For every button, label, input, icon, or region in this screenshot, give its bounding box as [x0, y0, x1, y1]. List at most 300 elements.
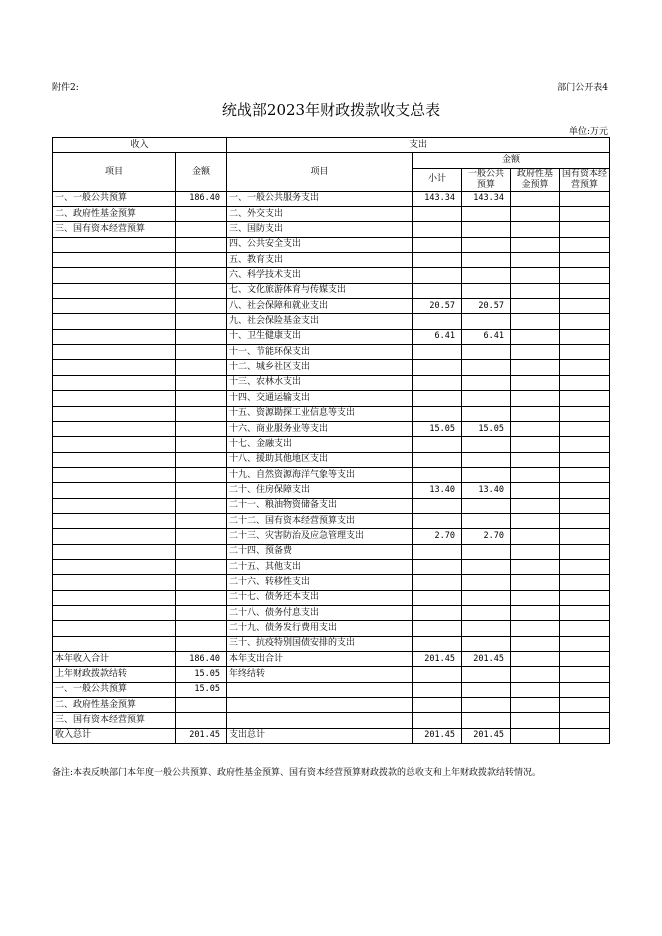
income-amount-cell — [176, 713, 227, 728]
table-row — [53, 406, 610, 421]
gov-fund-cell — [511, 513, 560, 528]
table-row — [53, 621, 610, 636]
state-capital-cell — [560, 299, 610, 314]
income-amount-cell: 186.40 — [176, 191, 227, 206]
gov-fund-header: 政府性基金预算 — [511, 168, 560, 191]
expense-item-cell: 二十一、粮油物资储备支出 — [227, 498, 413, 513]
general-budget-cell: 15.05 — [462, 421, 511, 436]
table-row — [53, 498, 610, 513]
unit-label: 单位:万元 — [568, 127, 608, 137]
income-item-cell — [53, 360, 176, 375]
income-item-cell — [53, 452, 176, 467]
gov-fund-cell — [511, 590, 560, 605]
income-amount-cell — [176, 636, 227, 651]
gov-fund-cell — [511, 682, 560, 697]
gov-fund-cell — [511, 605, 560, 620]
subtotal-cell — [413, 698, 462, 713]
subtotal-cell — [413, 575, 462, 590]
general-budget-cell — [462, 237, 511, 252]
gov-fund-cell — [511, 283, 560, 298]
subtotal-cell — [413, 375, 462, 390]
table-row — [53, 483, 610, 498]
income-item-cell — [53, 375, 176, 390]
gov-fund-cell — [511, 498, 560, 513]
subtotal-cell — [413, 268, 462, 283]
budget-table — [52, 137, 610, 744]
general-budget-cell — [462, 360, 511, 375]
income-amount-cell — [176, 360, 227, 375]
table-row — [53, 253, 610, 268]
table-row — [53, 698, 610, 713]
general-budget-cell — [462, 682, 511, 697]
income-amount-cell — [176, 498, 227, 513]
income-item-cell: 三、国有资本经营预算 — [53, 713, 176, 728]
income-item-cell — [53, 253, 176, 268]
subtotal-cell: 6.41 — [413, 329, 462, 344]
subtotal-cell: 143.34 — [413, 191, 462, 206]
income-item-cell — [53, 406, 176, 421]
income-amount-cell: 201.45 — [176, 728, 227, 743]
state-capital-cell — [560, 237, 610, 252]
income-amount-cell — [176, 345, 227, 360]
subtotal-cell — [413, 559, 462, 574]
state-capital-cell — [560, 360, 610, 375]
general-budget-header: 一般公共预算 — [462, 168, 511, 191]
expense-item-cell: 十一、节能环保支出 — [227, 345, 413, 360]
table-row — [53, 345, 610, 360]
state-capital-cell — [560, 467, 610, 482]
table-row — [53, 590, 610, 605]
income-item-cell — [53, 605, 176, 620]
income-amount-cell — [176, 253, 227, 268]
expense-item-cell: 二、外交支出 — [227, 207, 413, 222]
table-row — [53, 575, 610, 590]
gov-fund-cell — [511, 207, 560, 222]
expense-item-cell: 二十二、国有资本经营预算支出 — [227, 513, 413, 528]
state-capital-cell — [560, 682, 610, 697]
income-amount-cell — [176, 483, 227, 498]
state-capital-cell — [560, 391, 610, 406]
income-amount-cell — [176, 452, 227, 467]
expense-item-cell: 二十四、预备费 — [227, 544, 413, 559]
state-capital-cell — [560, 452, 610, 467]
table-row — [53, 207, 610, 222]
income-amount-cell — [176, 299, 227, 314]
expense-item-cell: 本年支出合计 — [227, 652, 413, 667]
income-amount-cell: 186.40 — [176, 652, 227, 667]
general-budget-cell: 20.57 — [462, 299, 511, 314]
gov-fund-cell — [511, 406, 560, 421]
gov-fund-cell — [511, 345, 560, 360]
gov-fund-cell — [511, 575, 560, 590]
gov-fund-cell — [511, 222, 560, 237]
general-budget-cell — [462, 391, 511, 406]
income-item-cell: 一、一般公共预算 — [53, 682, 176, 697]
income-amount-cell — [176, 559, 227, 574]
table-row — [53, 222, 610, 237]
general-budget-cell — [462, 283, 511, 298]
general-budget-cell — [462, 467, 511, 482]
form-number: 部门公开表4 — [557, 83, 608, 93]
income-amount-cell: 15.05 — [176, 682, 227, 697]
gov-fund-cell — [511, 559, 560, 574]
general-budget-cell — [462, 268, 511, 283]
expense-item-cell: 九、社会保险基金支出 — [227, 314, 413, 329]
income-amount-cell — [176, 437, 227, 452]
subtotal-cell — [413, 391, 462, 406]
general-budget-cell — [462, 544, 511, 559]
table-row — [53, 667, 610, 682]
subtotal-cell: 15.05 — [413, 421, 462, 436]
income-amount-cell: 15.05 — [176, 667, 227, 682]
gov-fund-cell — [511, 713, 560, 728]
subtotal-cell — [413, 283, 462, 298]
income-amount-cell — [176, 283, 227, 298]
income-item-cell: 本年收入合计 — [53, 652, 176, 667]
state-capital-cell — [560, 329, 610, 344]
state-capital-cell — [560, 283, 610, 298]
income-item-cell — [53, 437, 176, 452]
state-capital-cell — [560, 575, 610, 590]
income-item-cell: 上年财政拨款结转 — [53, 667, 176, 682]
subtotal-cell — [413, 498, 462, 513]
state-capital-header: 国有资本经营预算 — [560, 168, 610, 191]
subtotal-cell — [413, 544, 462, 559]
gov-fund-cell — [511, 329, 560, 344]
income-amount-cell — [176, 375, 227, 390]
state-capital-cell — [560, 207, 610, 222]
subtotal-cell: 201.45 — [413, 652, 462, 667]
income-item-cell — [53, 544, 176, 559]
income-item-cell — [53, 299, 176, 314]
subtotal-cell — [413, 406, 462, 421]
table-row — [53, 268, 610, 283]
general-budget-cell — [462, 667, 511, 682]
expense-item-cell: 十五、资源勘探工业信息等支出 — [227, 406, 413, 421]
income-item-cell — [53, 621, 176, 636]
state-capital-cell — [560, 375, 610, 390]
page-title: 统战部2023年财政拨款收支总表 — [221, 101, 441, 119]
table-row — [53, 391, 610, 406]
state-capital-cell — [560, 636, 610, 651]
income-amount-cell — [176, 529, 227, 544]
income-header: 收入 — [53, 138, 227, 153]
expense-item-cell: 支出总计 — [227, 728, 413, 743]
general-budget-cell — [462, 621, 511, 636]
expense-item-cell — [227, 682, 413, 697]
expense-item-cell: 二十六、转移性支出 — [227, 575, 413, 590]
general-budget-cell — [462, 575, 511, 590]
state-capital-cell — [560, 253, 610, 268]
gov-fund-cell — [511, 698, 560, 713]
income-amount-cell — [176, 222, 227, 237]
table-row — [53, 375, 610, 390]
expense-item-cell — [227, 698, 413, 713]
expense-item-cell: 二十三、灾害防治及应急管理支出 — [227, 529, 413, 544]
table-row — [53, 652, 610, 667]
general-budget-cell — [462, 375, 511, 390]
income-amount-cell — [176, 314, 227, 329]
subtotal-cell — [413, 253, 462, 268]
general-budget-cell — [462, 222, 511, 237]
income-item-cell: 收入总计 — [53, 728, 176, 743]
general-budget-cell — [462, 498, 511, 513]
table-row — [53, 713, 610, 728]
table-row — [53, 559, 610, 574]
gov-fund-cell — [511, 483, 560, 498]
income-item-cell — [53, 575, 176, 590]
subtotal-cell — [413, 682, 462, 697]
expense-item-cell: 七、文化旅游体育与传媒支出 — [227, 283, 413, 298]
state-capital-cell — [560, 621, 610, 636]
expense-item-cell: 十七、金融支出 — [227, 437, 413, 452]
gov-fund-cell — [511, 421, 560, 436]
general-budget-cell — [462, 345, 511, 360]
general-budget-cell — [462, 605, 511, 620]
table-row — [53, 452, 610, 467]
expense-item-cell: 十四、交通运输支出 — [227, 391, 413, 406]
income-item-cell — [53, 268, 176, 283]
gov-fund-cell — [511, 636, 560, 651]
subtotal-cell: 20.57 — [413, 299, 462, 314]
state-capital-cell — [560, 667, 610, 682]
income-amount-cell — [176, 590, 227, 605]
income-item-cell: 二、政府性基金预算 — [53, 698, 176, 713]
state-capital-cell — [560, 652, 610, 667]
state-capital-cell — [560, 728, 610, 743]
expense-item-cell: 年终结转 — [227, 667, 413, 682]
state-capital-cell — [560, 713, 610, 728]
table-row — [53, 437, 610, 452]
subtotal-cell — [413, 621, 462, 636]
expense-item-cell: 三十、抗疫特别国债安排的支出 — [227, 636, 413, 651]
subtotal-cell — [413, 605, 462, 620]
expense-item-cell: 十八、援助其他地区支出 — [227, 452, 413, 467]
table-row — [53, 467, 610, 482]
income-item-cell — [53, 483, 176, 498]
table-row — [53, 636, 610, 651]
subtotal-cell — [413, 636, 462, 651]
income-item-cell — [53, 467, 176, 482]
general-budget-cell — [462, 559, 511, 574]
general-budget-cell — [462, 713, 511, 728]
income-amount-cell — [176, 207, 227, 222]
expense-item-cell: 八、社会保障和就业支出 — [227, 299, 413, 314]
gov-fund-cell — [511, 360, 560, 375]
general-budget-cell: 201.45 — [462, 652, 511, 667]
state-capital-cell — [560, 421, 610, 436]
gov-fund-cell — [511, 667, 560, 682]
subtotal-cell — [413, 667, 462, 682]
general-budget-cell — [462, 636, 511, 651]
subtotal-cell — [413, 360, 462, 375]
gov-fund-cell — [511, 391, 560, 406]
state-capital-cell — [560, 605, 610, 620]
expense-item-cell: 三、国防支出 — [227, 222, 413, 237]
income-amount-cell — [176, 329, 227, 344]
general-budget-cell: 143.34 — [462, 191, 511, 206]
subtotal-cell — [413, 314, 462, 329]
gov-fund-cell — [511, 437, 560, 452]
income-item-cell: 三、国有资本经营预算 — [53, 222, 176, 237]
expense-header: 支出 — [227, 138, 610, 153]
expense-item-cell: 十二、城乡社区支出 — [227, 360, 413, 375]
general-budget-cell: 6.41 — [462, 329, 511, 344]
income-amount-cell — [176, 575, 227, 590]
general-budget-cell — [462, 406, 511, 421]
income-item-cell — [53, 498, 176, 513]
subtotal-cell: 13.40 — [413, 483, 462, 498]
expense-item-cell: 一、一般公共服务支出 — [227, 191, 413, 206]
expense-item-cell: 十九、自然资源海洋气象等支出 — [227, 467, 413, 482]
attachment-label: 附件2: — [52, 83, 79, 93]
gov-fund-cell — [511, 544, 560, 559]
expense-amount-header: 金额 — [413, 153, 610, 168]
income-item-cell — [53, 513, 176, 528]
income-item-cell — [53, 391, 176, 406]
table-row — [53, 605, 610, 620]
income-item-cell — [53, 590, 176, 605]
income-item-cell — [53, 421, 176, 436]
general-budget-cell — [462, 590, 511, 605]
expense-item-cell — [227, 713, 413, 728]
subtotal-cell — [413, 467, 462, 482]
general-budget-cell: 13.40 — [462, 483, 511, 498]
state-capital-cell — [560, 544, 610, 559]
table-row — [53, 513, 610, 528]
state-capital-cell — [560, 698, 610, 713]
table-row — [53, 544, 610, 559]
table-row — [53, 728, 610, 743]
gov-fund-cell — [511, 652, 560, 667]
subtotal-cell: 2.70 — [413, 529, 462, 544]
income-item-cell: 一、一般公共预算 — [53, 191, 176, 206]
state-capital-cell — [560, 314, 610, 329]
income-item-header: 项目 — [53, 153, 176, 191]
general-budget-cell: 201.45 — [462, 728, 511, 743]
subtotal-cell — [413, 222, 462, 237]
expense-item-cell: 五、教育支出 — [227, 253, 413, 268]
expense-item-cell: 二十、住房保障支出 — [227, 483, 413, 498]
general-budget-cell — [462, 207, 511, 222]
state-capital-cell — [560, 483, 610, 498]
income-item-cell — [53, 529, 176, 544]
gov-fund-cell — [511, 621, 560, 636]
gov-fund-cell — [511, 314, 560, 329]
general-budget-cell — [462, 253, 511, 268]
income-item-cell — [53, 345, 176, 360]
gov-fund-cell — [511, 268, 560, 283]
table-row — [53, 682, 610, 697]
general-budget-cell: 2.70 — [462, 529, 511, 544]
income-amount-cell — [176, 544, 227, 559]
state-capital-cell — [560, 590, 610, 605]
income-amount-header: 金额 — [176, 153, 227, 191]
table-row — [53, 299, 610, 314]
expense-item-header: 项目 — [227, 153, 413, 191]
state-capital-cell — [560, 406, 610, 421]
table-row — [53, 360, 610, 375]
subtotal-cell — [413, 345, 462, 360]
expense-item-cell: 二十八、债务付息支出 — [227, 605, 413, 620]
subtotal-cell — [413, 237, 462, 252]
state-capital-cell — [560, 222, 610, 237]
general-budget-cell — [462, 452, 511, 467]
income-amount-cell — [176, 391, 227, 406]
income-item-cell: 二、政府性基金预算 — [53, 207, 176, 222]
income-amount-cell — [176, 467, 227, 482]
table-row — [53, 421, 610, 436]
income-item-cell — [53, 237, 176, 252]
general-budget-cell — [462, 513, 511, 528]
gov-fund-cell — [511, 375, 560, 390]
table-row — [53, 283, 610, 298]
income-item-cell — [53, 559, 176, 574]
state-capital-cell — [560, 191, 610, 206]
expense-item-cell: 二十五、其他支出 — [227, 559, 413, 574]
table-row — [53, 191, 610, 206]
gov-fund-cell — [511, 467, 560, 482]
income-item-cell — [53, 636, 176, 651]
table-row — [53, 529, 610, 544]
income-item-cell — [53, 329, 176, 344]
state-capital-cell — [560, 345, 610, 360]
income-amount-cell — [176, 421, 227, 436]
gov-fund-cell — [511, 237, 560, 252]
state-capital-cell — [560, 559, 610, 574]
table-row — [53, 237, 610, 252]
gov-fund-cell — [511, 299, 560, 314]
subtotal-cell — [413, 207, 462, 222]
footnote: 备注:本表反映部门本年度一般公共预算、政府性基金预算、国有资本经营预算财政拨款的总收支和上年财政拨款结转情况。 — [52, 768, 542, 778]
gov-fund-cell — [511, 728, 560, 743]
subtotal-cell — [413, 513, 462, 528]
expense-item-cell: 十、卫生健康支出 — [227, 329, 413, 344]
subtotal-cell — [413, 437, 462, 452]
income-amount-cell — [176, 605, 227, 620]
income-amount-cell — [176, 513, 227, 528]
state-capital-cell — [560, 437, 610, 452]
gov-fund-cell — [511, 253, 560, 268]
state-capital-cell — [560, 498, 610, 513]
general-budget-cell — [462, 314, 511, 329]
income-item-cell — [53, 283, 176, 298]
expense-item-cell: 二十七、债务还本支出 — [227, 590, 413, 605]
state-capital-cell — [560, 513, 610, 528]
expense-item-cell: 十六、商业服务业等支出 — [227, 421, 413, 436]
expense-item-cell: 六、科学技术支出 — [227, 268, 413, 283]
subtotal-header: 小计 — [413, 168, 462, 191]
gov-fund-cell — [511, 191, 560, 206]
subtotal-cell: 201.45 — [413, 728, 462, 743]
table-header — [53, 138, 610, 192]
expense-item-cell: 四、公共安全支出 — [227, 237, 413, 252]
subtotal-cell — [413, 713, 462, 728]
income-amount-cell — [176, 406, 227, 421]
income-amount-cell — [176, 237, 227, 252]
table-body — [53, 191, 610, 743]
income-item-cell — [53, 314, 176, 329]
gov-fund-cell — [511, 529, 560, 544]
expense-item-cell: 十三、农林水支出 — [227, 375, 413, 390]
table-row — [53, 314, 610, 329]
income-amount-cell — [176, 268, 227, 283]
subtotal-cell — [413, 590, 462, 605]
state-capital-cell — [560, 529, 610, 544]
general-budget-cell — [462, 437, 511, 452]
table-row — [53, 329, 610, 344]
state-capital-cell — [560, 268, 610, 283]
